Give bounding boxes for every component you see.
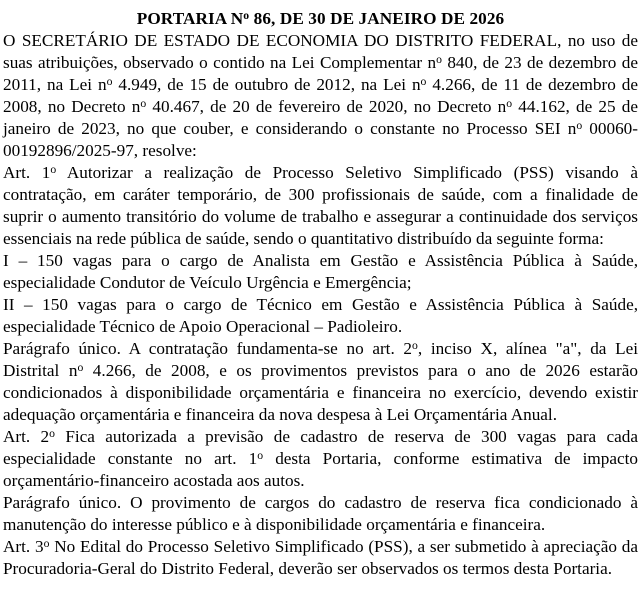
ordinal-indicator: o — [43, 536, 50, 550]
ordinal-indicator: o — [243, 8, 250, 22]
paragraph-preamble: O SECRETÁRIO DE ESTADO DE ECONOMIA DO DISTRITO FEDERAL, no uso de suas atribuições, observado o contido na Lei Complementar $n^o$ 840, de 23 de dezembro de 2011, na Lei $n^o$ 4.949, de 15 de outubro de 2012, na Lei $n^o$ 4.266, de 11 de dezembro de 2008, no Decreto $n^o$ 40.467, de 20 de fevereiro de 2020, no Decreto $n^o$ 44.162, de 25 de janeiro de 2023, no que couber, e considerando o constante no Processo SEI $n^o$ 00060-00192896/2025-97, resolve: — [3, 31, 638, 160]
ordinal-indicator: o — [50, 162, 57, 176]
ordinal-indicator: o — [140, 96, 147, 110]
ordinal-indicator: o — [77, 360, 84, 374]
ordinal-indicator: o — [436, 52, 442, 66]
paragraph-inciso-i: I – 150 vagas para o cargo de Analista em Gestão e Assistência Pública à Saúde, especialidade Condutor de Veículo Urgência e Emergência; — [3, 251, 638, 292]
paragraph-art-1: Art. 1$^o$ Autorizar a realização de Processo Seletivo Simplificado (PSS) visando à contratação, em caráter temporário, de 300 profissionais de saúde, com a finalidade de suprir o aumento transitório do volume de trabalho e assegurar a continuidade dos serviços essenciais na rede pública de saúde, sendo o quantitativo distribuído da seguinte forma: — [3, 162, 639, 248]
paragraph-art-2: Art. 2$^o$ Fica autorizada a previsão de cadastro de reserva de 300 vagas para cada especialidade constante no art. 1$^o$ desta Portaria, conforme estimativa de impacto orçamentário-financeiro acostada aos autos. — [3, 426, 638, 490]
paragraph-paragrafo-unico-art-1: Parágrafo único. A contratação fundamenta-se no art. 2$^o$, inciso X, alínea "a", da Lei Distrital $n^o$ 4.266, de 2008, e os provimentos previstos para o ano de 2026 estarão condicionados à disponibilidade orçamentária e financeira no exercício, devendo existir adequação orçamentária e financeira da nova despesa à Lei Orçamentária Anual. — [3, 338, 638, 424]
ordinal-indicator: o — [412, 338, 418, 352]
page-title: PORTARIA $N^o$ 86, DE 30 DE JANEIRO DE 2026 — [136, 8, 505, 28]
ordinal-indicator: o — [420, 74, 427, 88]
ordinal-indicator: o — [49, 426, 55, 440]
paragraph-paragrafo-unico-art-2: Parágrafo único. O provimento de cargos do cadastro de reserva fica condicionado à manutenção do interesse público e à disponibilidade orçamentária e financeira. — [3, 493, 638, 534]
paragraph-art-3: Art. 3$^o$ No Edital do Processo Seletivo Simplificado (PSS), a ser submetido à apreciação da Procuradoria-Geral do Distrito Federal, deverão ser observados os termos desta Portaria. — [3, 536, 638, 578]
ordinal-indicator: o — [506, 96, 513, 110]
ordinal-indicator: o — [576, 118, 583, 132]
ordinal-indicator: o — [106, 74, 113, 88]
ordinal-indicator: o — [257, 448, 264, 462]
paragraph-inciso-ii: II – 150 vagas para o cargo de Técnico em Gestão e Assistência Pública à Saúde, especialidade Técnico de Apoio Operacional – Padioleiro. — [3, 295, 638, 336]
